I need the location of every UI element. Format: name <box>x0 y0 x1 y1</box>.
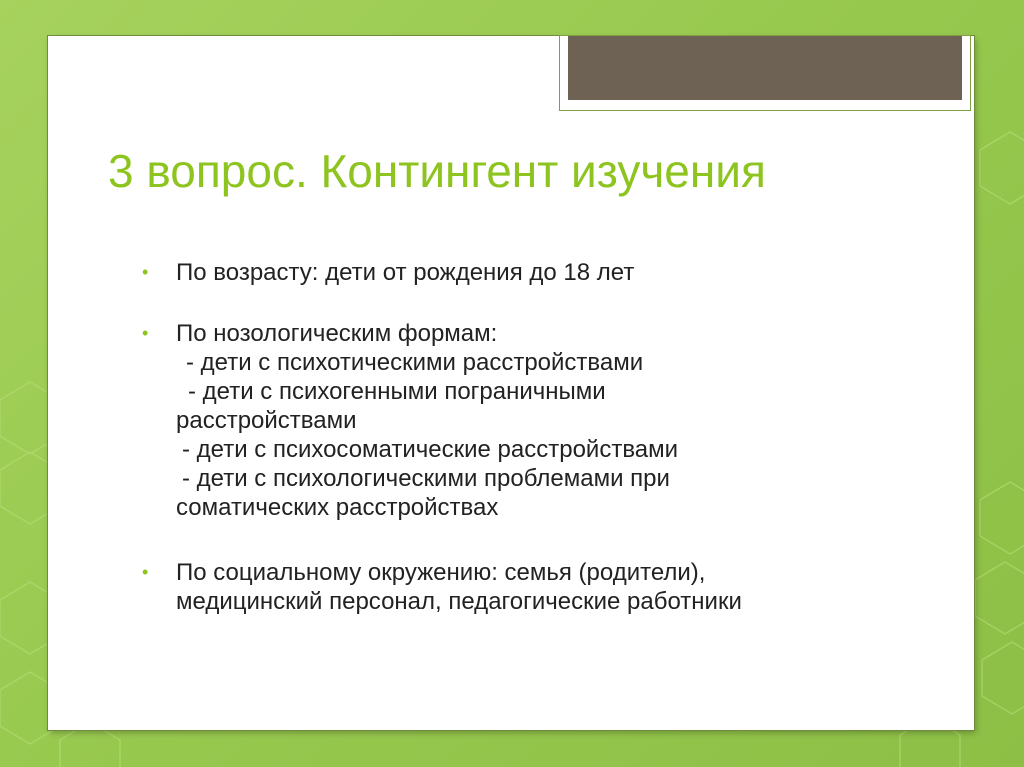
accent-header-box <box>560 36 970 110</box>
sub-item-psychological <box>142 464 942 522</box>
sub-item-text: - дети с психогенными пограничными расстройствами <box>176 378 606 434</box>
bullet-text: По социальному окружению: семья (родители), медицинский персонал, педагогические работники <box>176 559 742 615</box>
sub-item-text: - дети с психологическими проблемами при соматических расстройствах <box>176 465 670 521</box>
sub-item-psychosomatic <box>142 435 942 464</box>
bullet-item-nosology <box>142 319 942 348</box>
bullet-icon: • <box>142 562 149 582</box>
bullet-text: По возрасту: дети от рождения до 18 лет <box>176 259 635 286</box>
sub-item-text: - дети с психосоматические расстройствами <box>182 436 679 463</box>
bullet-item-social <box>142 558 942 616</box>
bullet-icon: • <box>142 262 149 282</box>
sub-item-psychogenic <box>142 377 942 435</box>
bullet-item-age <box>142 258 942 287</box>
slide-content <box>142 258 942 616</box>
bullet-text: По нозологическим формам: <box>176 320 498 347</box>
sub-item-text: - дети с психотическими расстройствами <box>186 349 644 376</box>
accent-header-fill <box>568 36 962 100</box>
slide-title: 3 вопрос. Контингент изучения <box>108 145 766 197</box>
bullet-icon: • <box>142 323 149 343</box>
sub-item-psychotic <box>142 348 942 377</box>
